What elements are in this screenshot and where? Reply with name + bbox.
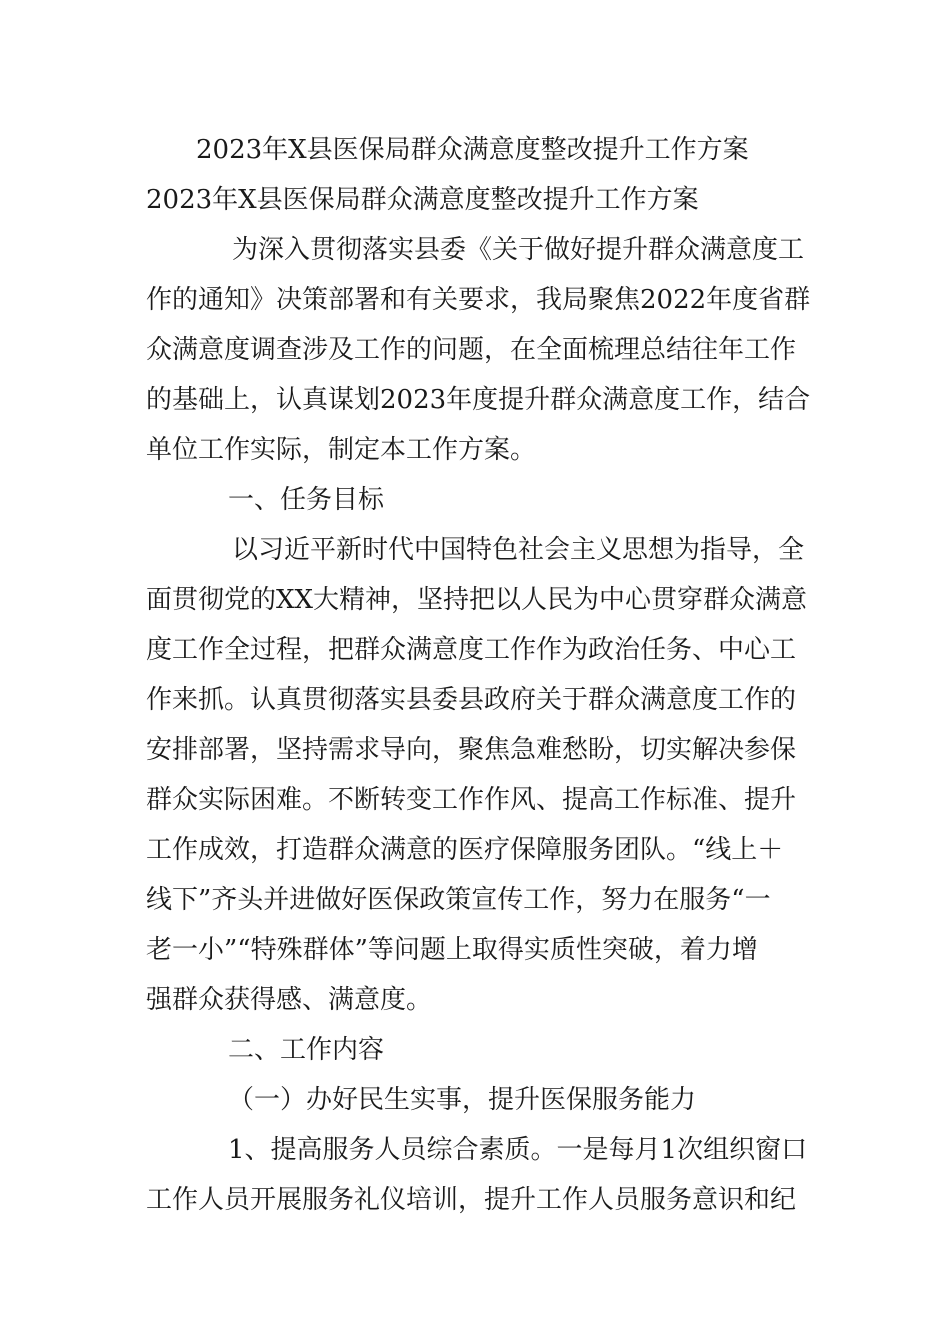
goals-paragraph-line: 群众实际困难。不断转变工作作风、提高工作标准、提升 [146, 785, 797, 815]
goals-paragraph-line: 安排部署，坚持需求导向，聚焦急难愁盼，切实解决参保 [146, 735, 797, 765]
goals-paragraph-line: 面贯彻党的XX大精神，坚持把以人民为中心贯穿群众满意 [146, 585, 808, 615]
goals-paragraph-line: 度工作全过程，把群众满意度工作作为政治任务、中心工 [146, 635, 797, 665]
document-title: 2023年X县医保局群众满意度整改提升工作方案 [196, 135, 749, 165]
intro-paragraph-line: 众满意度调查涉及工作的问题，在全面梳理总结往年工作 [146, 335, 797, 365]
section-heading-content: 二、工作内容 [228, 1035, 385, 1065]
item-paragraph-line: 工作人员开展服务礼仪培训，提升工作人员服务意识和纪 [146, 1185, 797, 1215]
document-subtitle: 2023年X县医保局群众满意度整改提升工作方案 [146, 185, 699, 215]
goals-paragraph-line: 工作成效，打造群众满意的医疗保障服务团队。“线上＋ [146, 835, 784, 865]
goals-paragraph-line: 以习近平新时代中国特色社会主义思想为指导，全 [232, 535, 805, 565]
intro-paragraph-line: 为深入贯彻落实县委《关于做好提升群众满意度工 [232, 235, 805, 265]
subsection-heading: （一）办好民生实事，提升医保服务能力 [228, 1085, 697, 1115]
intro-paragraph-line: 的基础上，认真谋划2023年度提升群众满意度工作，结合 [146, 385, 811, 415]
goals-paragraph-line: 线下”齐头并进做好医保政策宣传工作，努力在服务“一 [146, 885, 771, 915]
goals-paragraph-line: 老一小”“特殊群体”等问题上取得实质性突破，着力增 [146, 935, 758, 965]
item-paragraph-line: 1、提高服务人员综合素质。一是每月1次组织窗口 [228, 1135, 808, 1165]
goals-paragraph-line: 作来抓。认真贯彻落实县委县政府关于群众满意度工作的 [146, 685, 797, 715]
intro-paragraph-line: 单位工作实际，制定本工作方案。 [146, 435, 537, 465]
intro-paragraph-line: 作的通知》决策部署和有关要求，我局聚焦2022年度省群 [146, 285, 811, 315]
section-heading-goals: 一、任务目标 [228, 485, 385, 515]
goals-paragraph-line: 强群众获得感、满意度。 [146, 985, 433, 1015]
